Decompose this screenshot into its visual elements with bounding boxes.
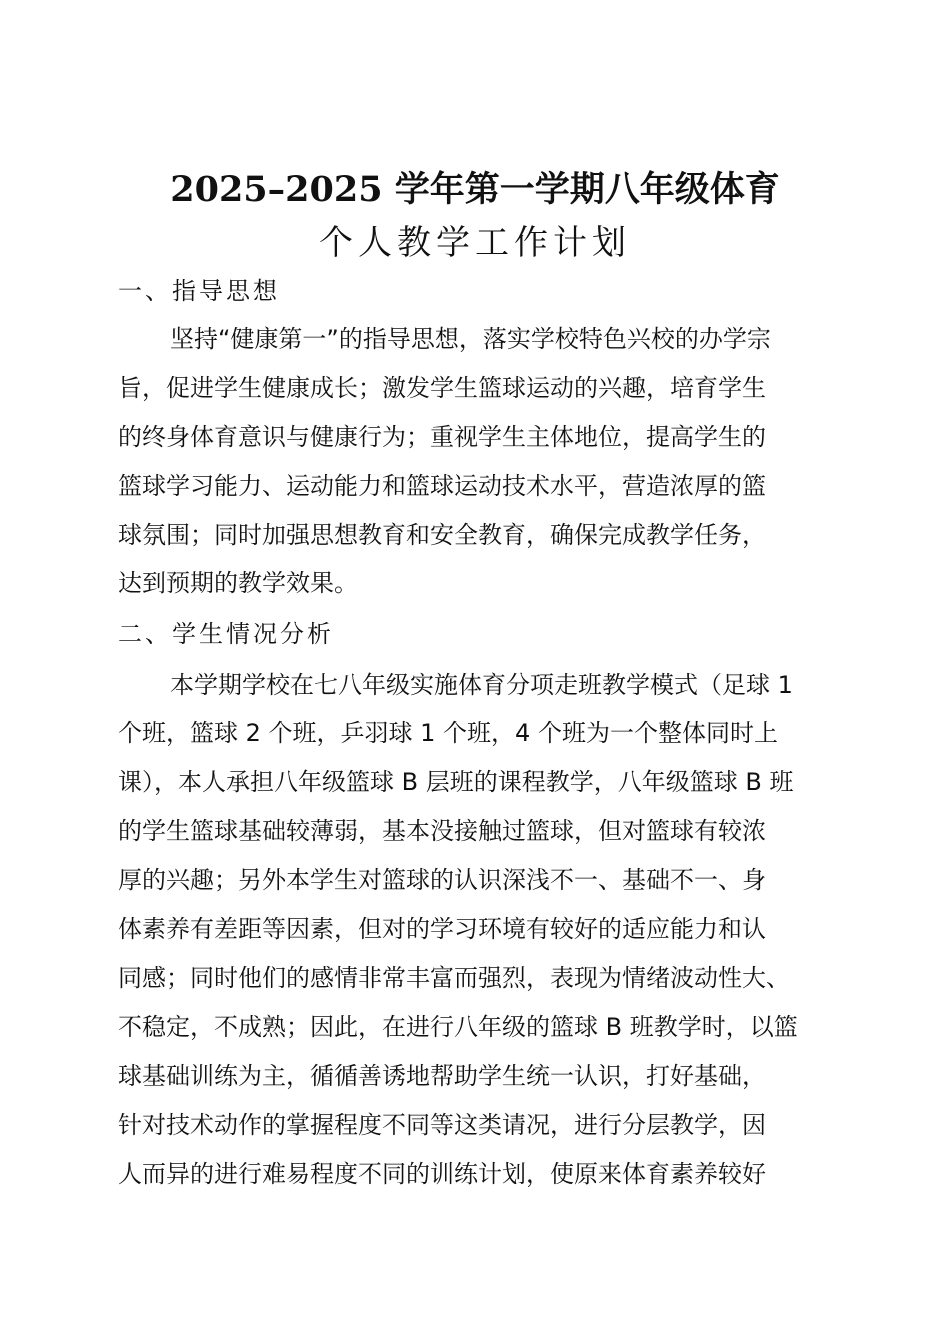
paragraph-line: 人而异的进行难易程度不同的训练计划，使原来体育素养较好 — [118, 1160, 766, 1188]
paragraph-line: 本学期学校在七八年级实施体育分项走班教学模式（足球 1 — [170, 671, 793, 699]
paragraph-line: 球氛围；同时加强思想教育和安全教育，确保完成教学任务， — [118, 521, 766, 549]
paragraph-line: 旨，促进学生健康成长；激发学生篮球运动的兴趣，培育学生 — [118, 374, 766, 402]
section-heading-guiding-thought: 一、指导思想 — [118, 277, 280, 305]
paragraph-line: 球基础训练为主，循循善诱地帮助学生统一认识，打好基础， — [118, 1062, 766, 1090]
document-title-line-2: 个人教学工作计划 — [319, 223, 631, 263]
paragraph-line: 不稳定，不成熟；因此，在进行八年级的篮球 B 班教学时，以篮 — [118, 1013, 798, 1041]
paragraph-line: 厚的兴趣；另外本学生对篮球的认识深浅不一、基础不一、身 — [118, 866, 766, 894]
paragraph-line: 体素养有差距等因素，但对的学习环境有较好的适应能力和认 — [118, 915, 766, 943]
paragraph-line: 坚持“健康第一”的指导思想，落实学校特色兴校的办学宗 — [170, 325, 771, 353]
section-heading-student-analysis: 二、学生情况分析 — [118, 620, 334, 648]
paragraph-line: 针对技术动作的掌握程度不同等这类请况，进行分层教学，因 — [118, 1111, 766, 1139]
paragraph-line: 个班，篮球 2 个班，乒羽球 1 个班，4 个班为一个整体同时上 — [118, 719, 778, 747]
paragraph-line: 篮球学习能力、运动能力和篮球运动技术水平，营造浓厚的篮 — [118, 472, 766, 500]
paragraph-line: 课），本人承担八年级篮球 B 层班的课程教学，八年级篮球 B 班 — [118, 768, 794, 796]
paragraph-line: 的终身体育意识与健康行为；重视学生主体地位，提高学生的 — [118, 423, 766, 451]
paragraph-line: 的学生篮球基础较薄弱，基本没接触过篮球，但对篮球有较浓 — [118, 817, 766, 845]
document-title-line-1: 2025–2025 学年第一学期八年级体育 — [170, 169, 780, 210]
paragraph-line: 同感；同时他们的感情非常丰富而强烈，表现为情绪波动性大、 — [118, 964, 790, 992]
paragraph-line: 达到预期的教学效果。 — [118, 569, 358, 597]
